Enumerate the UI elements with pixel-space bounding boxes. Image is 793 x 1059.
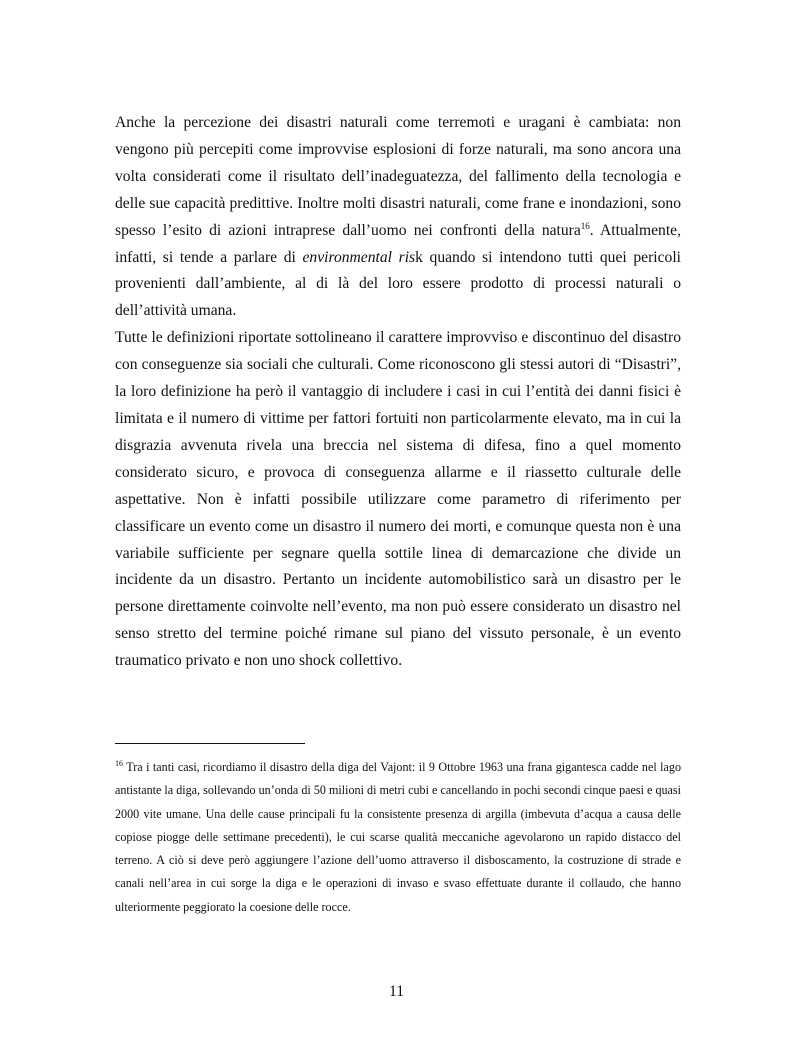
footnote-text: Tra i tanti casi, ricordiamo il disastro della diga del Vajont: il 9 Ottobre 1963 una frana gigantesca cadde nel lago antistante la diga, sollevando un’onda di 50 milioni di metri cubi e cancellando in pochi secondi cinque paesi e quasi 2000 vite umane. Una delle cause principali fu la consistente presenza di argilla (imbevuta d’acqua a causa delle copiose piogge delle settimane precedenti), le cui scarse qualità meccaniche agevolarono un rapido distacco del terreno. A ciò si deve però aggiungere l’azione dell’uomo attraverso il disboscamento, la costruzione di strade e canali nell’area in cui sorge la diga e le operazioni di invaso e svaso effettuate durante il collaudo, che hanno ulteriormente peggiorato la coesione delle rocce. [115,760,681,914]
paragraph-definitions: Tutte le definizioni riportate sottolineano il carattere improvviso e discontinuo del disastro con conseguenze sia sociali che culturali. Come riconoscono gli stessi autori di “Disastri”, la loro definizione ha però il vantaggio di includere i casi in cui l’entità dei danni fisici è limitata e il numero di vittime per fattori fortuiti non particolarmente elevato, ma in cui la disgrazia avvenuta rivela una breccia nel sistema di difesa, fino a quel momento considerato sicuro, e provoca di conseguenza allarme e il riassetto culturale delle aspettative. Non è infatti possibile utilizzare come parametro di riferimento per classificare un evento come un disastro il numero dei morti, e comunque questa non è una variabile sufficiente per segnare quella sottile linea di demarcazione che divide un incidente da un disastro. Pertanto un incidente automobilistico sarà un disastro per le persone direttamente coinvolte nell’evento, ma non può essere considerato un disastro nel senso stretto del termine poiché rimane sul piano del vissuto personale, è un evento traumatico privato e non uno shock collettivo. [115,329,681,670]
page-number: 11 [388,983,404,1000]
footnote-separator [115,743,305,744]
footnote [115,756,681,919]
footnote-paragraph [115,756,681,919]
paragraph-natural-disasters [115,110,681,325]
paragraph1-part2: . Attualmente, infatti, si tende a parlare di [115,221,681,266]
main-text [115,110,681,675]
italic-term: environmental ris [302,248,416,266]
footnote-reference: 16 [580,220,590,231]
paragraph1-part3: k quando si intendono tutti quei pericoli provenienti dall’ambiente, al di là del loro essere prodotto di processi naturali o dell’attività umana. [115,248,681,320]
footnote-number: 16 [115,759,123,768]
paragraph1-part1: Anche la percezione dei disastri naturali come terremoti e uragani è cambiata: non vengono più percepiti come improvvise esplosioni di forze naturali, ma sono ancora una volta considerati come il risultato dell’inadeguatezza, del fallimento della tecnologia e delle sue capacità predittive. Inoltre molti disastri naturali, come frane e inondazioni, sono spesso l’esito di azioni intraprese dall’uomo nei confronti della natura [115,114,681,239]
